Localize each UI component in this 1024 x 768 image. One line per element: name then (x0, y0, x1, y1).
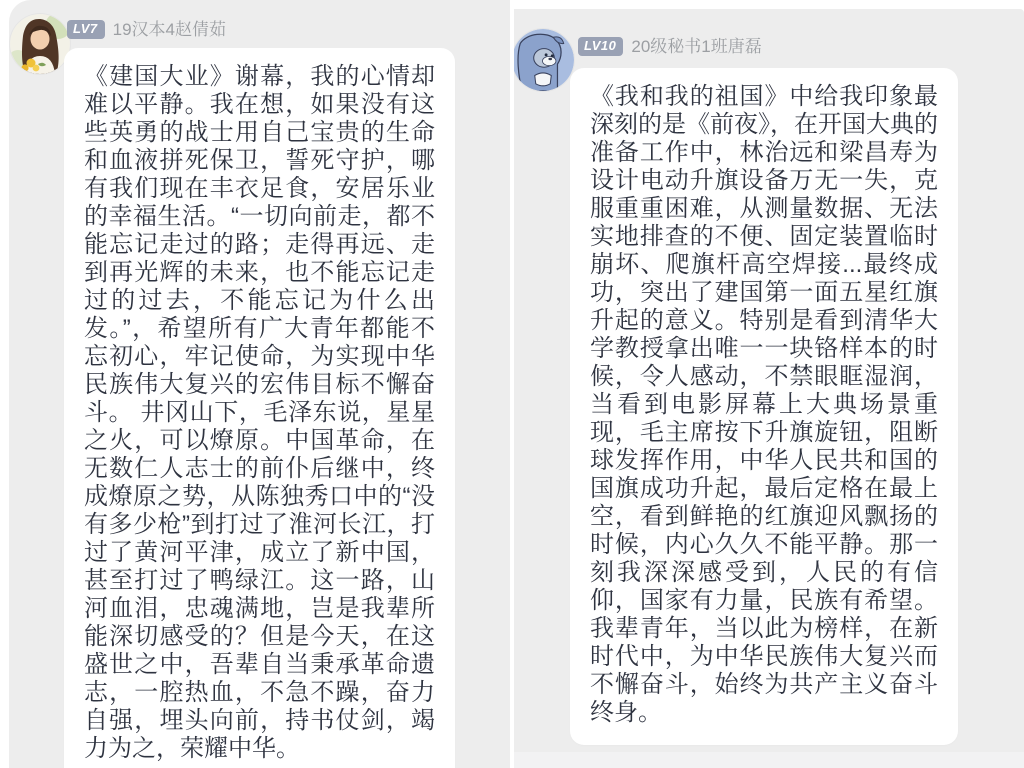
message-text: 《我和我的祖国》中给我印象最深刻的是《前夜》，在开国大典的准备工作中，林治远和梁昌寿为设计电动升旗设备万无一失，克服重重困难，从测量数据、无法实地排查的不便、固定装置临时崩坏、爬旗杆高空焊接...最终成功，突出了建国第一面五星红旗升起的意义。特别是看到清华大学教授拿出唯一一块铬样本的时候，令人感动，不禁眼眶湿润，当看到电影屏幕上大典场景重现，毛主席按下升旗旋钮，阻断球发挥作用，中华人民共和国的国旗成功升起，最后定格在最上空，看到鲜艳的红旗迎风飘扬的时候，内心久久不能平静。那一刻我深深感受到，人民的有信仰，国家有力量，民族有希望。我辈青年，当以此为榜样，在新时代中，为中华民族伟大复兴而不懈奋斗，始终为共产主义奋斗终身。 (590, 83, 938, 726)
username: 20级秘书1班唐磊 (631, 37, 762, 56)
post-panel-left (9, 0, 510, 768)
level-badge: LV10 (578, 37, 623, 56)
tom-cat-avatar-icon (514, 29, 574, 91)
avatar-left[interactable] (10, 14, 70, 74)
post-header-left (67, 20, 226, 39)
message-card-left (64, 48, 455, 768)
message-text: 《建国大业》谢幕，我的心情却难以平静。我在想，如果没有这些英勇的战士用自己宝贵的生命和血液拼死保卫，誓死守护，哪有我们现在丰衣足食，安居乐业的幸福生活。“一切向前走，都不能忘记走过的路；走得再远、走到再光辉的未来，也不能忘记走过的过去，不能忘记为什么出发。”，希望所有广大青年都能不忘初心，牢记使命，为实现中华民族伟大复兴的宏伟目标不懈奋斗。 井冈山下，毛泽东说，星星之火，可以燎原。中国革命，在无数仁人志士的前仆后继中，终成燎原之势，从陈独秀口中的“没有多少枪”到打过了淮河长江，打过了黄河平津，成立了新中国，甚至打过了鸭绿江。这一路，山河血泪，忠魂满地，岂是我辈所能深切感受的？但是今天，在这盛世之中，吾辈自当秉承革命遗志，一腔热血，不急不躁，奋力自强，埋头向前，持书仗剑，竭力为之，荣耀中华。 (84, 63, 435, 762)
username: 19汉本4赵倩茹 (112, 20, 226, 39)
post-panel-right (514, 9, 1024, 752)
level-badge: LV7 (67, 20, 105, 39)
avatar-right[interactable] (514, 29, 574, 91)
post-header-right (578, 37, 762, 56)
message-card-right (570, 68, 958, 745)
panel-right-bottom-strip (514, 752, 1024, 768)
girl-with-flowers-avatar-icon (10, 14, 70, 74)
